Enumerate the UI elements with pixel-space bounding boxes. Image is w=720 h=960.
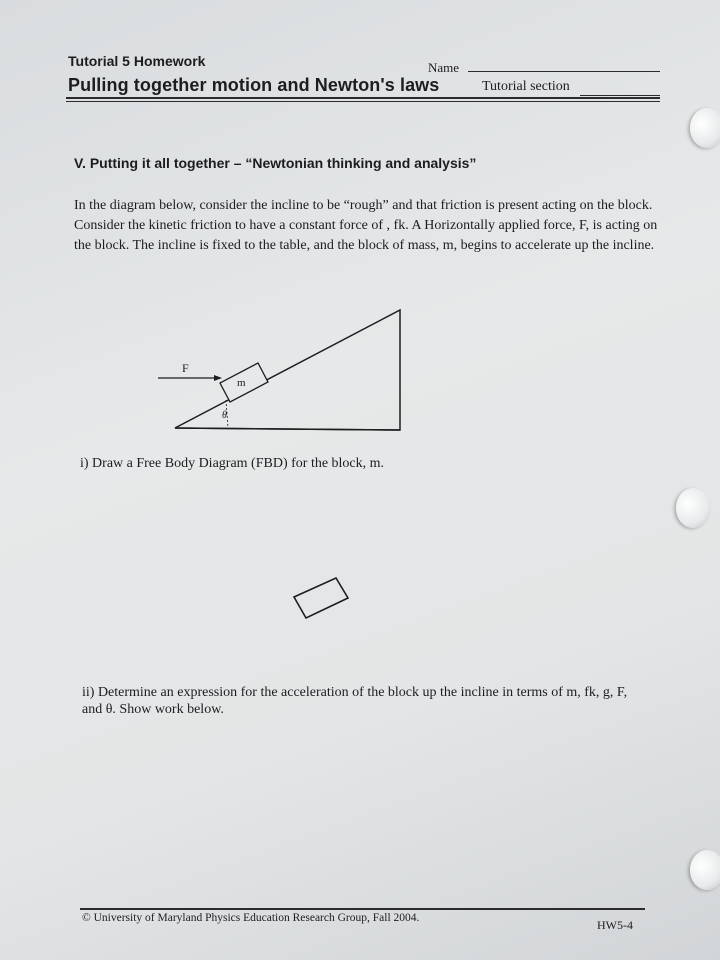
course-label: Tutorial 5 Homework (68, 53, 206, 69)
page-title: Pulling together motion and Newton's laws (68, 75, 440, 95)
mass-label: m (237, 377, 246, 389)
name-field-line[interactable] (468, 71, 660, 72)
punch-hole (676, 488, 710, 528)
force-label: F (182, 361, 189, 375)
header-rule-2 (66, 101, 660, 102)
table-line (175, 428, 400, 430)
section-heading: V. Putting it all together – “Newtonian thinking and analysis” (74, 155, 477, 171)
fbd-block (294, 578, 348, 618)
incline-diagram (150, 300, 420, 440)
page-number: HW5-4 (597, 918, 633, 932)
section-label: Tutorial section (482, 79, 570, 94)
angle-label: θ (222, 410, 227, 421)
copyright: © University of Maryland Physics Education Research Group, Fall 2004. (82, 912, 420, 924)
incline-triangle (175, 310, 400, 430)
question-2: ii) Determine an expression for the acceleration of the block up the incline in terms of m, fk, g, F, and θ. Show work below. (82, 685, 628, 717)
punch-hole (690, 108, 720, 148)
section-field-line[interactable] (580, 95, 660, 96)
name-label: Name (428, 60, 460, 75)
force-arrowhead (214, 375, 222, 381)
punch-hole (690, 850, 720, 890)
fbd-block-sketch[interactable] (288, 572, 358, 627)
footer-rule (80, 908, 645, 910)
problem-paragraph: In the diagram below, consider the incline to be “rough” and that friction is present acting on the block. Consider the kinetic friction to have a constant force of , fk. A Horizontally applied force, F, is acting on the block. The incline is fixed to the table, and the block of mass, m, begins to accelerate up the incline. (74, 198, 658, 253)
question-1: i) Draw a Free Body Diagram (FBD) for the block, m. (80, 456, 385, 471)
header-rule (66, 97, 660, 99)
